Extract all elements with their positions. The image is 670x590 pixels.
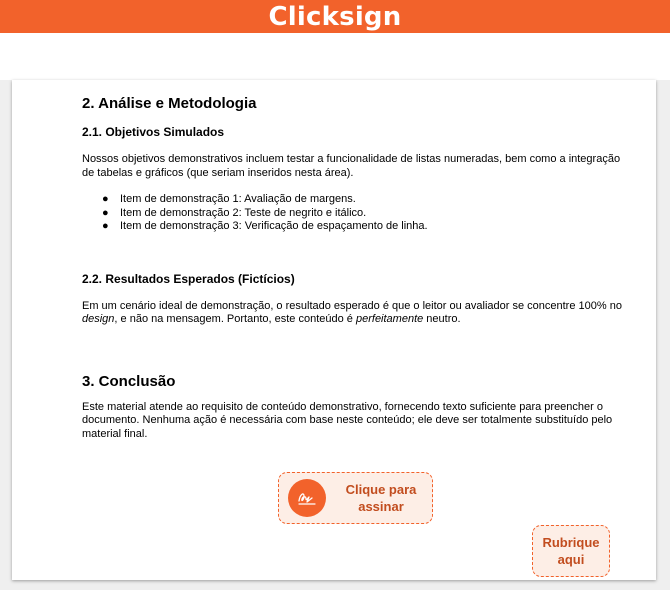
italic-design: design [82, 313, 115, 325]
list-item [102, 193, 626, 207]
bullet-list [102, 193, 626, 234]
list-item-text: Item de demonstração 1: Avaliação de margens. [120, 193, 356, 205]
list-item-text: Item de demonstração 3: Verificação de espaçamento de linha. [120, 220, 428, 232]
subsection-2-1-paragraph [82, 153, 626, 180]
initial-here-button[interactable] [532, 525, 610, 577]
paragraph-line: Em um cenário ideal de demonstração, o resultado esperado é que o leitor ou avaliador se concentre 100% no [82, 299, 622, 312]
bullet-icon: ● [102, 206, 109, 219]
sign-label-line: assinar [358, 499, 404, 514]
paragraph-line: material final. [82, 427, 148, 440]
initial-button-label [542, 534, 599, 568]
sign-label-line: Clique para [345, 482, 417, 497]
sign-button-label [336, 481, 426, 515]
list-item [102, 220, 626, 234]
header-spacer [0, 33, 670, 80]
paragraph-line: Nossos objetivos demonstrativos incluem testar a funcionalidade de listas numeradas, bem como a integração [82, 153, 621, 165]
paragraph-text: neutro. [423, 313, 461, 325]
signature-icon [288, 479, 326, 517]
italic-perfeitamente: perfeitamente [355, 313, 424, 325]
initial-label-line: Rubrique [542, 535, 600, 550]
paragraph-text: , e não na mensagem. Portanto, este conteúdo é [114, 313, 356, 325]
list-item [102, 207, 626, 221]
list-item-text: Item de demonstração 2: Teste de negrito e itálico. [120, 206, 367, 219]
conclusion-paragraph [82, 401, 626, 442]
initial-label-line: aqui [557, 552, 585, 567]
bullet-icon: ● [102, 193, 109, 205]
bullet-icon: ● [102, 220, 109, 232]
section-2-title: 2. Análise e Metodologia [82, 95, 257, 112]
section-3-title: 3. Conclusão [82, 372, 176, 390]
paragraph-line: Este material atende ao requisito de conteúdo demonstrativo, fornecendo texto suficiente para preencher o [82, 400, 603, 413]
subsection-2-1-title: 2.1. Objetivos Simulados [82, 125, 225, 139]
subsection-2-2-title: 2.2. Resultados Esperados (Fictícios) [82, 271, 295, 286]
top-bar [0, 0, 670, 33]
page-content [82, 94, 626, 441]
paragraph-line: de tabelas e gráficos (que seriam inseridos nesta área). [82, 166, 354, 179]
paragraph-line: documento. Nenhuma ação é necessária com base neste conteúdo; ele deve ser totalmente substituído pelo [82, 414, 613, 426]
click-to-sign-button[interactable] [278, 472, 433, 524]
brand-logo: Clicksign [268, 1, 402, 32]
subsection-2-2-paragraph [82, 300, 626, 327]
